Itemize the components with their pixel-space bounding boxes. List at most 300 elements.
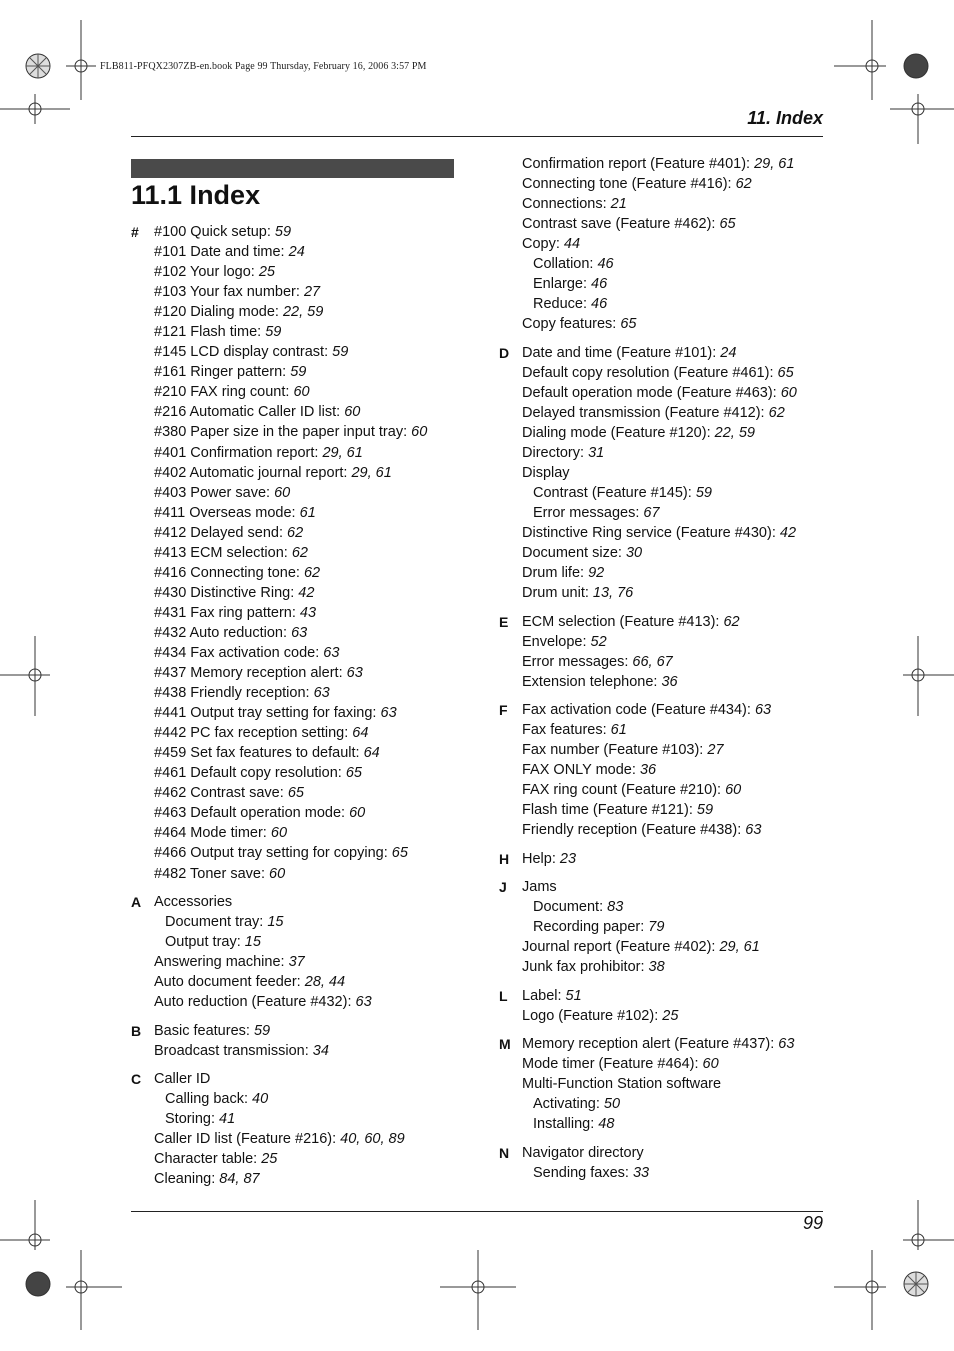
entry-label: Flash time (Feature #121):: [522, 802, 697, 819]
index-entry: [154, 892, 372, 912]
entry-pages: 59: [695, 485, 712, 502]
entry-pages: 65: [777, 364, 794, 381]
index-letter: J: [499, 879, 507, 896]
entry-label: ECM selection (Feature #413):: [522, 613, 724, 630]
index-entry: [522, 986, 678, 1006]
entry-label: #411 Overseas mode:: [154, 504, 300, 521]
entry-label: #380 Paper size in the paper input tray:: [154, 424, 412, 441]
entry-label: #442 PC fax reception setting:: [154, 725, 353, 742]
file-header: FLB811-PFQX2307ZB-en.book Page 99 Thursday, February 16, 2006 3:57 PM: [100, 61, 427, 72]
entry-pages: 51: [565, 987, 582, 1004]
entry-label: #145 LCD display contrast:: [154, 344, 333, 361]
entry-pages: 62: [768, 404, 785, 421]
entry-pages: 41: [219, 1111, 236, 1128]
index-subentry: [522, 483, 797, 503]
entry-pages: 25: [662, 1007, 679, 1024]
index-entry: [522, 957, 760, 977]
entry-label: #459 Set fax features to default:: [154, 745, 364, 762]
index-subentry: [522, 1094, 794, 1114]
entry-label: #403 Power save:: [154, 484, 275, 501]
index-entry: [154, 763, 427, 783]
index-entry: [154, 342, 427, 362]
entry-label: Document:: [533, 899, 608, 916]
index-entry: [154, 322, 427, 342]
entry-label: Recording paper:: [533, 919, 649, 936]
index-entry: [522, 632, 740, 652]
entry-pages: 79: [648, 919, 665, 936]
entry-label: #401 Confirmation report:: [154, 444, 323, 461]
index-entry: [522, 463, 797, 483]
index-entry: [154, 952, 372, 972]
entry-label: Help:: [522, 850, 560, 867]
entry-pages: 33: [632, 1164, 650, 1181]
entry-label: Document size:: [522, 545, 626, 562]
index-entry: [522, 1006, 678, 1026]
index-entry: [154, 222, 427, 242]
entry-label: #461 Default copy resolution:: [154, 765, 346, 782]
entry-label: #434 Fax activation code:: [154, 644, 324, 661]
entry-label: Delayed transmission (Feature #412):: [522, 404, 769, 421]
entry-label: #416 Connecting tone:: [154, 564, 304, 581]
entry-pages: 22, 59: [282, 304, 324, 321]
index-entry: [522, 740, 771, 760]
index-entry: [522, 1074, 794, 1094]
index-subentry: [522, 1114, 794, 1134]
index-entry: [154, 503, 427, 523]
entry-label: Distinctive Ring service (Feature #430):: [522, 525, 780, 542]
entry-pages: 40: [252, 1090, 269, 1107]
entry-label: Directory:: [522, 444, 589, 461]
entry-pages: 59: [332, 344, 349, 361]
entry-label: Default copy resolution (Feature #461):: [522, 364, 778, 381]
index-entry: [154, 1129, 405, 1149]
index-entry: [154, 402, 427, 422]
entry-label: #413 ECM selection:: [154, 544, 292, 561]
index-entry: [522, 583, 797, 603]
entry-label: Basic features:: [154, 1022, 254, 1039]
entry-pages: 30: [625, 545, 643, 562]
index-subentry: [522, 1163, 649, 1183]
crosshair-mark-middle-right: [903, 636, 954, 716]
index-subentry: [154, 1089, 405, 1109]
entry-pages: 60: [270, 825, 288, 842]
entry-label: Logo (Feature #102):: [522, 1007, 663, 1024]
entry-label: #482 Toner save:: [154, 865, 270, 882]
entry-label: Extension telephone:: [522, 673, 662, 690]
entry-label: Copy features:: [522, 316, 621, 333]
entry-pages: 31: [588, 444, 605, 461]
index-entry: [154, 1149, 405, 1169]
index-letter: D: [499, 344, 510, 361]
entry-pages: 29, 61: [322, 444, 363, 461]
index-entry: [522, 652, 740, 672]
entry-pages: 40, 60, 89: [340, 1131, 405, 1148]
index-letter: F: [499, 702, 508, 719]
crosshair-mark-top-right: [834, 20, 954, 144]
entry-label: Multi-Function Station software: [522, 1076, 722, 1093]
entry-label: Broadcast transmission:: [154, 1042, 313, 1059]
index-entry: [522, 383, 797, 403]
entry-pages: 62: [287, 524, 304, 541]
index-entry: [522, 800, 771, 820]
index-entry: [522, 314, 794, 334]
index-entry: [522, 1034, 794, 1054]
index-entry: [154, 543, 427, 563]
entry-label: Auto document feeder:: [154, 974, 305, 991]
index-subentry: [154, 932, 372, 952]
entry-label: Default operation mode (Feature #463):: [522, 384, 781, 401]
index-entry: [154, 382, 427, 402]
page-number: 99: [802, 1213, 823, 1233]
entry-label: Cleaning:: [154, 1171, 220, 1188]
entry-label: Error messages:: [533, 505, 644, 522]
index-entry: [522, 174, 794, 194]
entry-pages: 15: [267, 913, 284, 930]
entry-pages: 60: [274, 484, 291, 501]
index-entry: [522, 563, 797, 583]
entry-pages: 24: [720, 344, 737, 361]
entry-label: Journal report (Feature #402):: [522, 939, 720, 956]
entry-label: Navigator directory: [522, 1144, 644, 1161]
entry-label: Junk fax prohibitor:: [522, 959, 649, 976]
index-entry: [522, 423, 797, 443]
entry-label: #161 Ringer pattern:: [154, 364, 291, 381]
entry-pages: 84, 87: [219, 1171, 260, 1188]
footer-rule: [131, 1211, 823, 1212]
entry-pages: 63: [355, 994, 372, 1011]
entry-pages: 29, 61: [351, 464, 392, 481]
index-entry: [522, 154, 794, 174]
entry-label: Error messages:: [522, 653, 633, 670]
entry-pages: 13, 76: [592, 585, 634, 602]
entry-label: Jams: [522, 879, 557, 896]
sunburst-mark-bottom-right: [904, 1272, 928, 1296]
index-letter: A: [131, 893, 142, 910]
entry-label: Drum life:: [522, 565, 589, 582]
index-entry: [522, 194, 794, 214]
entry-pages: 63: [754, 702, 772, 719]
index-entry: [154, 743, 427, 763]
entry-pages: 34: [312, 1042, 329, 1059]
entry-label: #121 Flash time:: [154, 324, 266, 341]
index-entry: [522, 760, 771, 780]
entry-pages: 27: [707, 742, 724, 759]
index-entry: [522, 849, 576, 869]
entry-pages: 63: [346, 665, 363, 682]
entry-pages: 62: [291, 544, 308, 561]
index-entry: [522, 820, 771, 840]
index-entry: [154, 603, 427, 623]
entry-pages: 36: [639, 762, 657, 779]
index-subentry: [522, 294, 794, 314]
index-entry: [522, 214, 794, 234]
entry-pages: 48: [598, 1116, 615, 1133]
index-entry: [522, 1143, 649, 1163]
entry-label: Storing:: [165, 1111, 219, 1128]
index-subentry: [522, 254, 794, 274]
index-letter: B: [131, 1022, 142, 1039]
entry-pages: 50: [603, 1096, 621, 1113]
sunburst-mark-top-left: [26, 54, 50, 78]
entry-pages: 62: [723, 613, 740, 630]
entry-label: Output tray:: [165, 934, 245, 951]
entry-pages: 62: [735, 176, 752, 193]
entry-pages: 36: [661, 673, 678, 690]
entry-label: #412 Delayed send:: [154, 524, 288, 541]
index-letter: N: [499, 1144, 510, 1161]
index-entry: [154, 723, 427, 743]
entry-label: #100 Quick setup:: [154, 224, 275, 240]
entry-label: #438 Friendly reception:: [154, 685, 314, 702]
index-entry: [522, 672, 740, 692]
index-entry: [522, 700, 771, 720]
index-entry: [154, 843, 427, 863]
entry-label: FAX ONLY mode:: [522, 762, 640, 779]
entry-pages: 60: [411, 424, 428, 441]
index-letter: C: [131, 1070, 142, 1087]
entry-label: Accessories: [154, 893, 233, 910]
entry-label: Fax number (Feature #103):: [522, 742, 708, 759]
entry-pages: 52: [590, 633, 607, 650]
entry-label: Date and time (Feature #101):: [522, 344, 721, 361]
entry-label: Caller ID: [154, 1070, 211, 1087]
title-bar: [131, 159, 454, 178]
index-entry: [154, 362, 427, 382]
entry-pages: 63: [380, 705, 397, 722]
index-entry: [522, 403, 797, 423]
crosshair-mark-bottom-center: [440, 1250, 516, 1330]
index-subentry: [154, 1109, 405, 1129]
entry-label: Dialing mode (Feature #120):: [522, 424, 715, 441]
entry-label: Answering machine:: [154, 954, 289, 971]
index-entry: [154, 1169, 405, 1189]
entry-label: Envelope:: [522, 633, 591, 650]
crosshair-mark-bottom-left: [0, 1200, 122, 1330]
index-entry: [154, 523, 427, 543]
entry-label: Fax activation code (Feature #434):: [522, 702, 755, 719]
entry-pages: 43: [299, 604, 317, 621]
entry-pages: 65: [391, 845, 408, 862]
index-entry: [154, 703, 427, 723]
index-entry: [154, 483, 427, 503]
entry-label: #103 Your fax number:: [154, 284, 304, 301]
index-subentry: [522, 917, 760, 937]
entry-label: Mode timer (Feature #464):: [522, 1056, 703, 1073]
crosshair-mark-bottom-right: [834, 1200, 954, 1330]
entry-label: #432 Auto reduction:: [154, 624, 292, 641]
entry-pages: 22, 59: [714, 424, 755, 441]
entry-pages: 65: [620, 316, 637, 333]
entry-label: Enlarge:: [533, 276, 592, 293]
entry-label: #431 Fax ring pattern:: [154, 604, 300, 621]
entry-label: Caller ID list (Feature #216):: [154, 1131, 341, 1148]
entry-label: Fax features:: [522, 722, 611, 739]
entry-label: #402 Automatic journal report:: [154, 464, 352, 481]
entry-pages: 23: [559, 850, 577, 867]
entry-pages: 65: [345, 765, 362, 782]
entry-pages: 83: [607, 899, 624, 916]
index-entry: [154, 302, 427, 322]
entry-pages: 60: [293, 384, 310, 401]
entry-label: Auto reduction (Feature #432):: [154, 994, 356, 1011]
index-entry: [154, 282, 427, 302]
index-letter: M: [499, 1036, 511, 1053]
entry-label: Memory reception alert (Feature #437):: [522, 1036, 779, 1053]
entry-label: #462 Contrast save:: [154, 785, 288, 802]
index-subentry: [522, 274, 794, 294]
index-entry: [522, 443, 797, 463]
entry-pages: 15: [244, 934, 261, 951]
index-entry: [154, 463, 427, 483]
header-rule: [131, 136, 823, 137]
entry-pages: 42: [298, 584, 315, 601]
entry-pages: 62: [303, 564, 321, 581]
entry-label: Calling back:: [165, 1090, 253, 1107]
entry-pages: 25: [258, 264, 275, 281]
entry-label: Friendly reception (Feature #438):: [522, 822, 746, 839]
entry-label: #466 Output tray setting for copying:: [154, 845, 392, 862]
entry-pages: 65: [287, 785, 304, 802]
index-entry: [154, 422, 427, 442]
entry-pages: 28, 44: [304, 974, 346, 991]
entry-label: Activating:: [533, 1096, 604, 1113]
index-entry: [154, 864, 427, 884]
entry-pages: 61: [610, 722, 627, 739]
entry-pages: 60: [702, 1056, 719, 1073]
entry-label: #210 FAX ring count:: [154, 384, 294, 401]
entry-pages: 63: [745, 822, 762, 839]
index-entry: [154, 443, 427, 463]
entry-label: FAX ring count (Feature #210):: [522, 782, 726, 799]
entry-pages: 29, 61: [719, 939, 760, 956]
page-title: 11.1 Index: [131, 180, 261, 210]
index-subentry: [522, 503, 797, 523]
index-subentry: [522, 897, 760, 917]
index-entry: [522, 523, 797, 543]
entry-pages: 24: [288, 244, 305, 261]
entry-label: #101 Date and time:: [154, 244, 289, 261]
index-entry: [522, 612, 740, 632]
entry-pages: 46: [597, 256, 614, 273]
index-letter: L: [499, 987, 508, 1004]
index-entry: [154, 663, 427, 683]
entry-pages: 60: [780, 384, 797, 401]
entry-label: Display: [522, 465, 570, 482]
crosshair-mark-middle-left: [0, 636, 50, 716]
index-entry: [154, 262, 427, 282]
entry-pages: 92: [588, 565, 605, 582]
index-entry: [154, 242, 427, 262]
index-entry: [522, 363, 797, 383]
entry-pages: 59: [253, 1022, 271, 1039]
entry-pages: 65: [719, 216, 736, 233]
entry-pages: 64: [363, 745, 380, 762]
entry-label: #463 Default operation mode:: [154, 805, 350, 822]
index-entry: [522, 720, 771, 740]
index-entry: [154, 803, 427, 823]
entry-label: #430 Distinctive Ring:: [154, 584, 299, 601]
index-entry: [522, 343, 797, 363]
entry-pages: 27: [303, 284, 321, 301]
entry-pages: 44: [563, 236, 581, 253]
entry-label: Installing:: [533, 1116, 599, 1133]
entry-pages: 63: [313, 685, 330, 702]
entry-pages: 63: [291, 624, 308, 641]
entry-pages: 29, 61: [754, 156, 795, 172]
index-entry: [522, 877, 760, 897]
entry-pages: 67: [643, 505, 660, 522]
entry-label: Sending faxes:: [533, 1164, 633, 1181]
entry-label: #120 Dialing mode:: [154, 304, 283, 321]
index-entry: [154, 972, 372, 992]
entry-pages: 59: [274, 224, 292, 240]
index-entry: [154, 1069, 405, 1089]
entry-pages: 60: [269, 865, 286, 882]
index-entry: [154, 563, 427, 583]
entry-pages: 59: [265, 324, 282, 341]
entry-label: Character table:: [154, 1151, 262, 1168]
entry-label: #464 Mode timer:: [154, 825, 271, 842]
index-entry: [522, 780, 771, 800]
entry-pages: 25: [261, 1151, 278, 1168]
index-entry: [154, 643, 427, 663]
entry-pages: 59: [290, 364, 307, 381]
entry-label: Label:: [522, 987, 566, 1004]
entry-label: Drum unit:: [522, 585, 593, 602]
index-entry: [154, 1041, 329, 1061]
sunburst-mark-bottom-left: [26, 1272, 50, 1296]
entry-pages: 60: [344, 404, 361, 421]
index-entry: [154, 623, 427, 643]
index-entry: [154, 783, 427, 803]
entry-pages: 66, 67: [632, 653, 673, 670]
entry-label: #441 Output tray setting for faxing:: [154, 705, 381, 722]
section-title: 11. Index: [747, 108, 823, 128]
index-letter: H: [499, 850, 510, 867]
entry-pages: 61: [299, 504, 316, 521]
entry-pages: 63: [778, 1036, 795, 1053]
entry-pages: 63: [323, 644, 340, 661]
entry-label: Connecting tone (Feature #416):: [522, 176, 736, 193]
index-letter: E: [499, 613, 509, 630]
index-entry: [154, 823, 427, 843]
index-entry: [154, 1021, 329, 1041]
entry-pages: 60: [725, 782, 742, 799]
index-entry: [154, 992, 372, 1012]
index-entry: [154, 683, 427, 703]
entry-pages: 42: [779, 525, 797, 542]
entry-label: #102 Your logo:: [154, 264, 259, 281]
entry-pages: 59: [696, 802, 714, 819]
entry-label: #437 Memory reception alert:: [154, 665, 347, 682]
entry-pages: 37: [288, 954, 305, 971]
index-subentry: [154, 912, 372, 932]
index-entry: [522, 1054, 794, 1074]
entry-label: Contrast save (Feature #462):: [522, 216, 720, 233]
entry-pages: 64: [352, 725, 369, 742]
entry-label: #216 Automatic Caller ID list:: [154, 404, 345, 421]
entry-label: Document tray:: [165, 913, 268, 930]
entry-label: Reduce:: [533, 296, 592, 313]
index-entry: [522, 937, 760, 957]
index-letter: #: [131, 224, 139, 240]
entry-label: Collation:: [533, 256, 598, 273]
entry-label: Connections:: [522, 196, 611, 213]
sunburst-mark-top-right: [904, 54, 928, 78]
entry-label: Copy:: [522, 236, 564, 253]
entry-pages: 46: [591, 276, 608, 293]
entry-pages: 38: [648, 959, 665, 976]
